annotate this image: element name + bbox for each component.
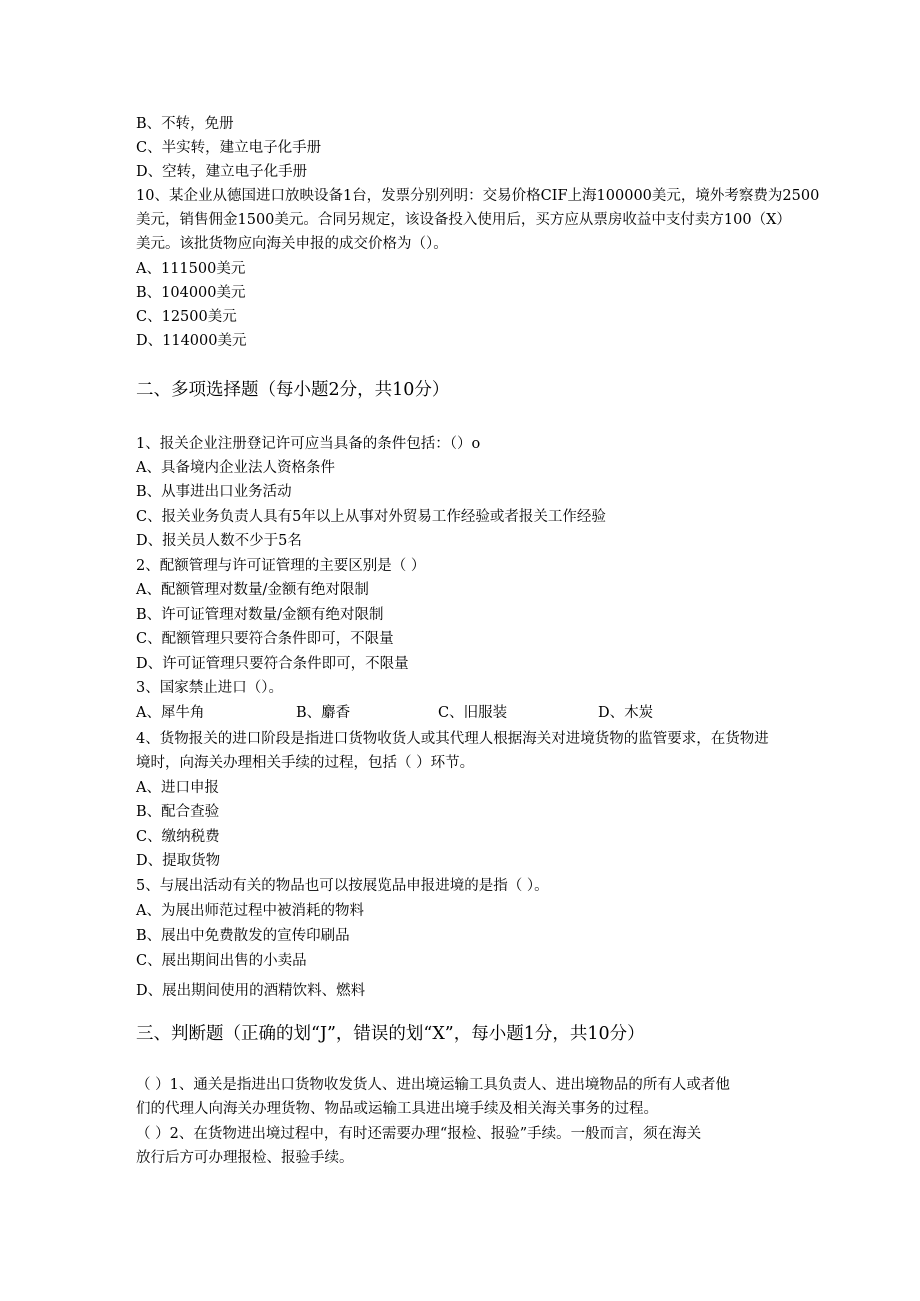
mc-question-3-stem: 3、国家禁止进口（）。: [136, 680, 283, 696]
mc-question-1-option-c: C、报关业务负责人具有5年以上从事对外贸易工作经验或者报关工作经验: [136, 509, 606, 525]
question-10-option-a: A、111500美元: [136, 261, 246, 277]
mc-question-2-option-b: B、许可证管理对数量/金额有绝对限制: [136, 607, 384, 623]
judgment-item-1-line-1: （ ）1、通关是指进出口货物收发货人、进出境运输工具负责人、进出境物品的所有人或者他: [136, 1077, 730, 1093]
mc-question-2-option-d: D、许可证管理只要符合条件即可，不限量: [136, 656, 409, 672]
mc-question-5-option-b: B、展出中免费散发的宣传印刷品: [136, 928, 350, 944]
mc-question-1-option-a: A、具备境内企业法人资格条件: [136, 460, 335, 476]
judgment-item-2-line-1: （ ）2、在货物进出境过程中，有时还需要办理“报检、报验”手续。一般而言，须在海关: [136, 1126, 702, 1142]
mc-question-5-option-c: C、展出期间出售的小卖品: [136, 953, 307, 969]
section-3-title: 三、判断题（正确的划“J”，错误的划“X”，每小题1分，共10分）: [136, 1024, 645, 1044]
mc-question-3-option-c: C、旧服装: [438, 705, 508, 721]
judgment-item-1-line-2: 们的代理人向海关办理货物、物品或运输工具进出境手续及相关海关事务的过程。: [136, 1101, 658, 1117]
mc-question-3-option-a: A、犀牛角: [136, 705, 205, 721]
judgment-item-2-line-2: 放行后方可办理报检、报验手续。: [136, 1150, 354, 1166]
question-10-stem-line-1: 10、某企业从德国进口放映设备1台，发票分别列明：交易价格CIF上海100000美元，境外考察费为2500: [136, 188, 820, 204]
mc-question-2-option-c: C、配额管理只要符合条件即可，不限量: [136, 631, 394, 647]
question-10-stem-line-2: 美元，销售佣金1500美元。合同另规定，该设备投入使用后，买方应从票房收益中支付卖方100（X）: [136, 212, 791, 228]
mc-question-4-option-c: C、缴纳税费: [136, 829, 220, 845]
mc-question-1-stem: 1、报关企业注册登记许可应当具备的条件包括：（）o: [136, 436, 481, 452]
question-10-option-d: D、114000美元: [136, 333, 247, 349]
mc-question-5-stem: 5、与展出活动有关的物品也可以按展览品申报进境的是指（ ）。: [136, 878, 549, 894]
mc-question-4-stem-line-1: 4、货物报关的进口阶段是指进口货物收货人或其代理人根据海关对进境货物的监管要求，在货物进: [136, 731, 769, 747]
question-10-option-b: B、104000美元: [136, 285, 246, 301]
mc-question-2-stem: 2、配额管理与许可证管理的主要区别是（ ）: [136, 558, 426, 574]
mc-question-4-stem-line-2: 境时，向海关办理相关手续的过程，包括（ ）环节。: [136, 755, 475, 771]
mc-question-4-option-d: D、提取货物: [136, 853, 221, 869]
mc-question-1-option-b: B、从事进出口业务活动: [136, 484, 292, 500]
mc-question-4-option-b: B、配合查验: [136, 804, 220, 820]
option-c: C、半实转，建立电子化手册: [136, 140, 322, 156]
option-b: B、不转，免册: [136, 116, 234, 132]
mc-question-3-option-d: D、木炭: [598, 705, 654, 721]
mc-question-2-option-a: A、配额管理对数量/金额有绝对限制: [136, 582, 369, 598]
mc-question-5-option-a: A、为展出师范过程中被消耗的物料: [136, 903, 364, 919]
option-d: D、空转，建立电子化手册: [136, 164, 308, 180]
question-10-stem-line-3: 美元。该批货物应向海关申报的成交价格为（）。: [136, 236, 448, 252]
mc-question-5-option-d: D、展出期间使用的酒精饮料、燃料: [136, 983, 366, 999]
mc-question-1-option-d: D、报关员人数不少于5名: [136, 533, 302, 549]
mc-question-4-option-a: A、进口申报: [136, 780, 219, 796]
question-10-option-c: C、12500美元: [136, 309, 237, 325]
section-2-title: 二、多项选择题（每小题2分，共10分）: [136, 380, 450, 400]
mc-question-3-option-b: B、麝香: [296, 705, 351, 721]
